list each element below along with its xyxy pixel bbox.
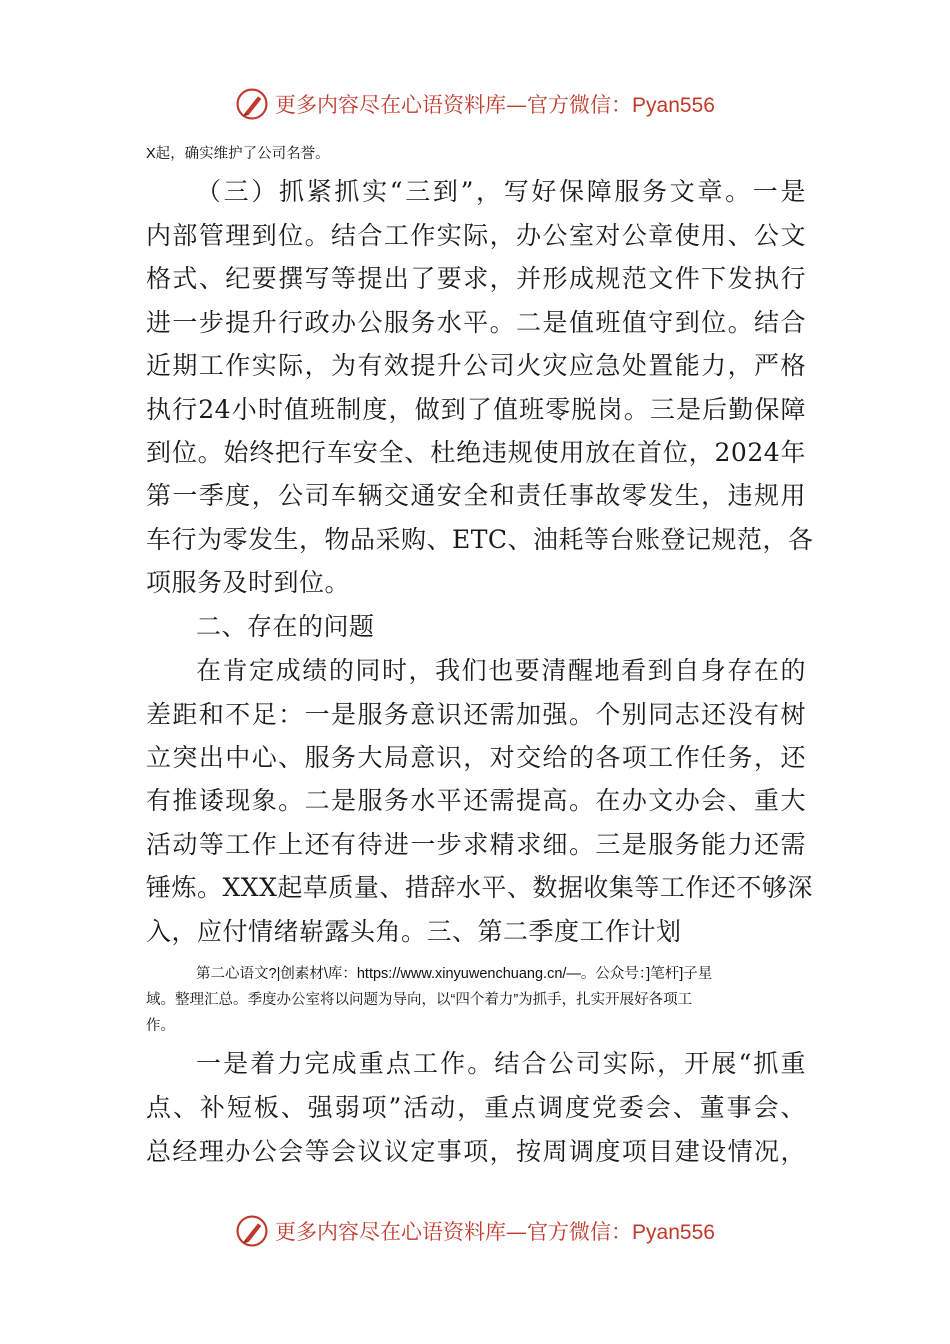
banner-wechat-id: Pyan556 xyxy=(632,1221,715,1244)
top-fragment: X起，确实维护了公司名誉。 xyxy=(146,146,330,162)
banner-text xyxy=(275,89,715,119)
body-line: 入，应付情绪崭露头角。三、第二季度工作计划 xyxy=(146,917,682,946)
banner-label: 更多内容尽在心语资料库—官方微信： xyxy=(275,1220,633,1244)
body-line: 有推诿现象。二是服务水平还需提高。在办文办会、重大 xyxy=(146,786,806,815)
body-line: 车行为零发生，物品采购、ETC、油耗等台账登记规范，各 xyxy=(146,525,814,554)
body-line: 项服务及时到位。 xyxy=(146,568,351,597)
body-line: 差距和不足：一是服务意识还需加强。个别同志还没有树 xyxy=(146,700,806,729)
pen-logo-icon xyxy=(235,87,269,121)
body-line: 立突出中心、服务大局意识，对交给的各项工作任务，还 xyxy=(146,743,806,772)
body-line: 到位。始终把行车安全、杜绝违规使用放在首位，2024年 xyxy=(146,438,806,467)
body-line: 总经理办公会等会议议定事项，按周调度项目建设情况， xyxy=(146,1137,806,1166)
source-note-line: 第二心语文?|创素材\库：https://www.xinyuwenchuang.cn/—。公众号：]笔杆]子星 xyxy=(196,966,713,982)
body-line: 活动等工作上还有待进一步求精求细。三是服务能力还需 xyxy=(146,830,806,859)
body-line: 内部管理到位。结合工作实际，办公室对公章使用、公文 xyxy=(146,221,806,250)
header-banner xyxy=(0,80,950,128)
body-line: 在肯定成绩的同时，我们也要清醒地看到自身存在的 xyxy=(196,656,806,685)
body-line: 点、补短板、强弱项”活动，重点调度党委会、董事会、 xyxy=(146,1093,806,1122)
body-line: 一是着力完成重点工作。结合公司实际，开展“抓重 xyxy=(196,1049,806,1078)
footer-banner xyxy=(0,1207,950,1255)
banner-label: 更多内容尽在心语资料库—官方微信： xyxy=(275,93,633,117)
banner-wechat-id: Pyan556 xyxy=(632,94,715,117)
body-line: 锤炼。XXX起草质量、措辞水平、数据收集等工作还不够深 xyxy=(146,873,813,902)
source-note-line: 作。 xyxy=(146,1018,175,1034)
source-note-line: 域。整理汇总。季度办公室将以问题为导向，以“四个着力”为抓手，扎实开展好各项工 xyxy=(146,992,693,1008)
banner-text xyxy=(275,1216,715,1246)
body-line: 进一步提升行政办公服务水平。二是值班值守到位。结合 xyxy=(146,308,806,337)
body-line: 格式、纪要撰写等提出了要求，并形成规范文件下发执行 xyxy=(146,264,806,293)
body-line: （三）抓紧抓实“三到”，写好保障服务文章。一是 xyxy=(196,177,806,206)
body-line: 近期工作实际，为有效提升公司火灾应急处置能力，严格 xyxy=(146,351,806,380)
body-line: 第一季度，公司车辆交通安全和责任事故零发生，违规用 xyxy=(146,481,806,510)
pen-logo-icon xyxy=(235,1214,269,1248)
section-heading: 二、存在的问题 xyxy=(196,612,375,641)
body-line: 执行24小时值班制度，做到了值班零脱岗。三是后勤保障 xyxy=(146,395,806,424)
